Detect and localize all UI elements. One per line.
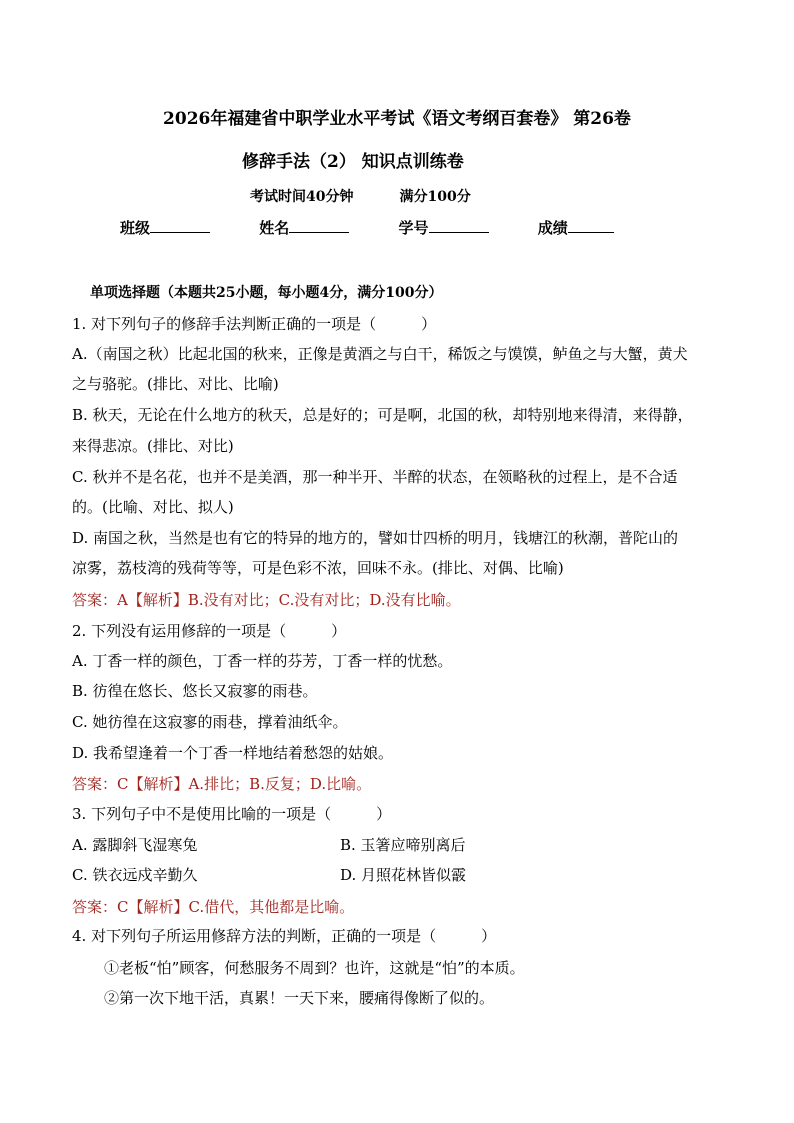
q2-stem: 2. 下列没有运用修辞的一项是（ ） bbox=[72, 622, 347, 640]
q1-answer: 答案：A【解析】B.没有对比；C.没有对比；D.没有比喻。 bbox=[72, 591, 461, 609]
grade-blank[interactable] bbox=[568, 218, 614, 233]
q1-option-b-cont: 来得悲凉。(排比、对比) bbox=[72, 437, 234, 455]
q3-answer: 答案：C【解析】C.借代，其他都是比喻。 bbox=[72, 898, 355, 916]
class-field[interactable] bbox=[120, 217, 210, 238]
q1-option-a-cont: 之与骆驼。(排比、对比、比喻) bbox=[72, 375, 279, 393]
class-label: 班级 bbox=[120, 219, 151, 237]
exam-meta bbox=[250, 186, 471, 206]
q2-option-c: C. 她彷徨在这寂寥的雨巷，撑着油纸伞。 bbox=[72, 713, 348, 731]
q3-option-d: D. 月照花林皆似霰 bbox=[340, 866, 467, 884]
q4-sentence-1: ①老板“怕”顾客，何愁服务不周到？也许，这就是“怕”的本质。 bbox=[104, 959, 525, 977]
q1-option-a: A.（南国之秋）比起北国的秋来，正像是黄酒之与白干，稀饭之与馍馍，鲈鱼之与大蟹，黄犬 bbox=[72, 345, 688, 363]
id-blank[interactable] bbox=[429, 218, 489, 233]
q3-option-b: B. 玉箸应啼别离后 bbox=[340, 836, 466, 854]
section-heading: 单项选择题（本题共25小题，每小题4分，满分100分） bbox=[90, 285, 443, 301]
q1-option-c: C. 秋并不是名花，也并不是美酒，那一种半开、半醉的状态，在领略秋的过程上，是不合适 bbox=[72, 468, 678, 486]
student-info-row bbox=[120, 217, 658, 238]
q1-stem: 1. 对下列句子的修辞手法判断正确的一项是（ ） bbox=[72, 315, 437, 333]
q2-option-d: D. 我希望逢着一个丁香一样地结着愁怨的姑娘。 bbox=[72, 744, 394, 762]
q2-option-b: B. 彷徨在悠长、悠长又寂寥的雨巷。 bbox=[72, 682, 318, 700]
q3-option-c: C. 铁衣远戍辛勤久 bbox=[72, 866, 198, 884]
q1-option-c-cont: 的。(比喻、对比、拟人) bbox=[72, 498, 234, 516]
name-blank[interactable] bbox=[289, 218, 349, 233]
q1-option-b: B. 秋天，无论在什么地方的秋天，总是好的；可是啊，北国的秋，却特别地来得清，来得静， bbox=[72, 406, 693, 424]
exam-score: 满分100分 bbox=[399, 189, 471, 205]
q4-stem: 4. 对下列句子所运用修辞方法的判断，正确的一项是（ ） bbox=[72, 927, 497, 945]
exam-time: 考试时间40分钟 bbox=[250, 189, 354, 205]
grade-label: 成绩 bbox=[537, 219, 568, 237]
id-label: 学号 bbox=[398, 219, 429, 237]
q4-sentence-2: ②第一次下地干活，真累！一天下来，腰痛得像断了似的。 bbox=[104, 989, 495, 1007]
q2-answer: 答案：C【解析】A.排比；B.反复；D.比喻。 bbox=[72, 775, 372, 793]
q2-option-a: A. 丁香一样的颜色，丁香一样的芬芳，丁香一样的忧愁。 bbox=[72, 652, 453, 670]
q1-option-d: D. 南国之秋，当然是也有它的特异的地方的，譬如廿四桥的明月，钱塘江的秋潮，普陀山的 bbox=[72, 529, 679, 547]
q1-option-d-cont: 凉雾，荔枝湾的残荷等等，可是色彩不浓，回味不永。(排比、对偶、比喻) bbox=[72, 559, 564, 577]
q3-option-a: A. 露脚斜飞湿寒兔 bbox=[72, 836, 198, 854]
id-field[interactable] bbox=[399, 217, 489, 238]
document-title: 2026年福建省中职学业水平考试《语文考纲百套卷》 第26卷 bbox=[163, 109, 631, 129]
name-label: 姓名 bbox=[259, 219, 290, 237]
q3-stem: 3. 下列句子中不是使用比喻的一项是（ ） bbox=[72, 805, 392, 823]
grade-field[interactable] bbox=[538, 217, 614, 238]
document-subtitle: 修辞手法（2） 知识点训练卷 bbox=[242, 152, 464, 172]
name-field[interactable] bbox=[259, 217, 349, 238]
class-blank[interactable] bbox=[150, 218, 210, 233]
